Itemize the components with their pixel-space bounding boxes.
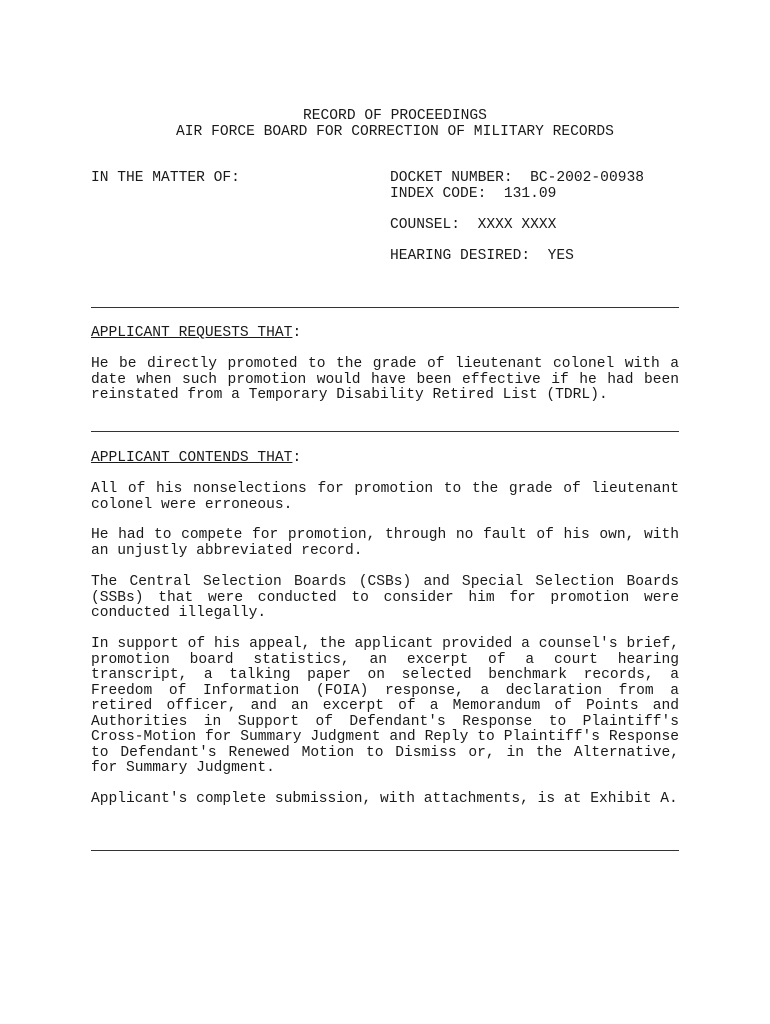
contends-heading xyxy=(91,451,301,467)
section-divider xyxy=(91,850,679,851)
index-code: INDEX CODE: 131.09 xyxy=(390,186,557,202)
document-subtitle: AIR FORCE BOARD FOR CORRECTION OF MILITARY RECORDS xyxy=(176,124,614,140)
requests-heading-text: APPLICANT REQUESTS THAT xyxy=(91,325,293,341)
document-title: RECORD OF PROCEEDINGS xyxy=(303,108,487,124)
contends-paragraph: Applicant's complete submission, with attachments, is at Exhibit A. xyxy=(91,791,678,807)
contends-heading-text: APPLICANT CONTENDS THAT xyxy=(91,450,293,466)
contends-paragraph: The Central Selection Boards (CSBs) and Special Selection Boards (SSBs) that were conducted to consider him for promotion were conducted illegally. xyxy=(91,574,679,621)
contends-paragraph: He had to compete for promotion, through no fault of his own, with an unjustly abbreviated record. xyxy=(91,527,679,559)
section-divider xyxy=(91,307,679,308)
requests-paragraph: He be directly promoted to the grade of lieutenant colonel with a date when such promotion would have been effective if he had been reinstated from a Temporary Disability Retired List (TDRL). xyxy=(91,356,679,403)
requests-heading-colon: : xyxy=(292,325,302,341)
hearing-desired: HEARING DESIRED: YES xyxy=(390,248,574,264)
section-divider xyxy=(91,431,679,432)
contends-paragraph: In support of his appeal, the applicant provided a counsel's brief, promotion board statistics, an excerpt of a court hearing transcript, a talking paper on selected benchmark records, a Freedom of Information (FOIA) response, a declaration from a retired officer, and an excerpt of a Memorandum of Points and Authorities in Support of Defendant's Response to Plaintiff's Cross-Motion for Summary Judgment and Reply to Plaintiff's Response to Defendant's Renewed Motion to Dismiss or, in the Alternative, for Summary Judgment. xyxy=(91,636,679,776)
docket-number: DOCKET NUMBER: BC-2002-00938 xyxy=(390,170,644,186)
matter-label: IN THE MATTER OF: xyxy=(91,170,240,186)
counsel: COUNSEL: XXXX XXXX xyxy=(390,217,557,233)
contends-paragraph: All of his nonselections for promotion to the grade of lieutenant colonel were erroneous. xyxy=(91,481,679,513)
contends-heading-colon: : xyxy=(292,450,302,466)
requests-heading xyxy=(91,326,301,342)
